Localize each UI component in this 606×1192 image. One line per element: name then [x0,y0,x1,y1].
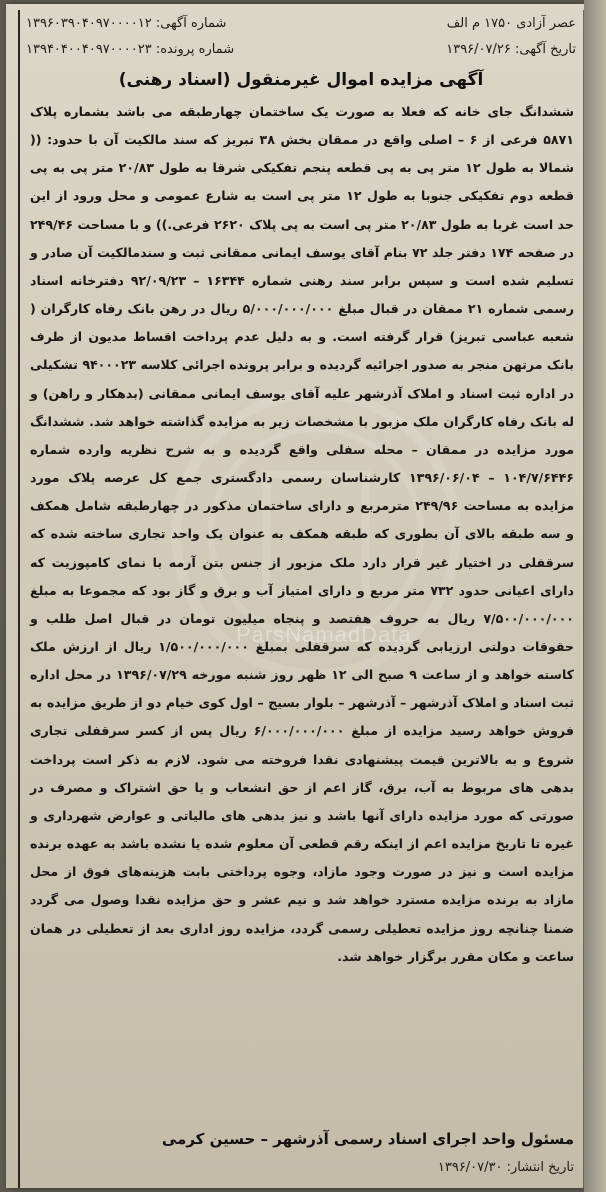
header-row-1 [26,16,576,36]
adjacent-page-edge [584,0,606,1192]
publish-date: تاریخ انتشار: ۱۳۹۶/۰۷/۳۰ [437,1160,574,1175]
header-row-2 [26,42,576,62]
watermark-text: ParsNamadData [236,622,412,647]
ad-date: تاریخ آگهی: ۱۳۹۶/۰۷/۲۶ [446,42,576,57]
signature-line: مسئول واحد اجرای اسناد رسمی آذرشهر – حسین کرمی [161,1130,574,1148]
ad-number: شماره آگهی: ۱۳۹۶۰۳۹۰۴۰۹۷۰۰۰۰۱۲ [26,16,227,31]
newspaper-clipping [6,4,584,1188]
notice-body: ششدانگ جای خانه که فعلا به صورت یک ساختمان چهارطبقه می باشد بشماره پلاک ۵۸۷۱ فرعی از ۶ – اصلی واقع در ممقان بخش ۳۸ تبریز که سند مالکیت آن با حدود: (( شمالا به طول ۱۲ متر پی به پی قطعه پنجم تفکیکی شرقا به طول ۲۰/۸۳ متر پی به پی قطعه دوم تفکیکی جنوبا به طول ۱۲ متر پی است به شارع عمومی و محل ورود از این حد است غربا به طول ۲۰/۸۳ متر پی است به پی پلاک ۲۶۲۰ فرعی.)) و با مساحت ۲۴۹/۴۶ در صفحه ۱۷۴ دفتر جلد ۷۲ بنام آقای یوسف ایمانی ممقانی ثبت و سندمالکیت آن صادر و تسلیم شده است و سپس برابر سند رهنی شماره ۱۶۳۴۴ – ۹۲/۰۹/۲۳ دفترخانه اسناد رسمی شماره ۲۱ ممقان در قبال مبلغ ۵/۰۰۰/۰۰۰/۰۰۰ ریال در رهن بانک رفاه کارگران ( شعبه عباسی تبریز) قرار گرفته است. و به دلیل عدم پرداخت اقساط مدیون از طرف بانک مرتهن منجر به صدور اجرائیه گردیده و برابر پرونده اجرائی کلاسه ۹۴۰۰۰۲۳ تشکیلی در اداره ثبت اسناد و املاک آذرشهر علیه آقای یوسف ایمانی ممقانی (بدهکار و راهن) و له بانک رفاه کارگران ملک مزبور با مشخصات زیر به مزایده گذاشته خواهد شد. ششدانگ مورد مزایده در ممقان – محله سفلی واقع گردیده و به شرح نظریه وارده شماره ۱۰۴/۷/۶۴۴۶ – ۱۳۹۶/۰۶/۰۴ کارشناسان رسمی دادگستری جمع کل عرصه پلاک مورد مزایده به مساحت ۲۴۹/۹۶ مترمربع و دارای ساختمان مذکور در چهارطبقه شامل همکف و سه طبقه بالای آن بطوری که طبقه همکف به عنوان یک واحد تجاری ساخته شده که سرقفلی در اختیار غیر قرار دارد ملک مزبور از جنس بتن آرمه با نمای کامپوزیت که دارای اعیانی حدود ۷۳۲ متر مربع و دارای امتیاز آب و برق و گاز بود که مجموعا به مبلغ ۷/۵۰۰/۰۰۰/۰۰۰ ریال به حروف هفتصد و پنجاه میلیون تومان در قبال اصل طلب و حقوقات دولتی ارزیابی گردیده که سرقفلی بمبلغ ۱/۵۰۰/۰۰۰/۰۰۰ ریال از ارزش ملک کاسته خواهد و از ساعت ۹ صبح الی ۱۲ ظهر روز شنبه مورخه ۱۳۹۶/۰۷/۲۹ در محل اداره ثبت اسناد و املاک آذرشهر – آذرشهر – بلوار بسیج – اول کوی خیام دو از طریق مزایده به فروش خواهد رسید مزایده از مبلغ ۶/۰۰۰/۰۰۰/۰۰۰ ریال پس از کسر سرقفلی تجاری شروع و به بالاترین قیمت پیشنهادی نقدا فروخته می شود. لازم به ذکر است پرداخت بدهی های مربوط به آب، برق، گاز اعم از حق انشعاب و یا حق اشتراک و مصرف در صورتی که مورد مزایده دارای آنها باشد و نیز بدهی های مالیاتی و عوارض شهرداری و غیره تا تاریخ مزایده اعم از اینکه رقم قطعی آن معلوم شده یا نشده باشد به عهده برنده مزایده است و نیز در صورت وجود مازاد، وجوه پرداختی بابت هزینه‌های فوق از محل مازاد به برنده مزایده مسترد خواهد شد و نیم عشر و حق مزایده نقدا وصول می گردد ضمنا چنانچه روز مزایده تعطیلی رسمی گردد، مزایده روز اداری بعد از تعطیلی در همان ساعت و مکان مقرر برگزار خواهد شد. [30,104,575,964]
newspaper-issue: عصر آزادی ۱۷۵۰ م الف [446,16,576,31]
notice-title: آگهی مزایده اموال غیرمنقول (اسناد رهنی) [118,70,484,90]
file-number: شماره پرونده: ۱۳۹۴۰۴۰۰۴۰۹۷۰۰۰۰۲۳ [26,42,235,57]
